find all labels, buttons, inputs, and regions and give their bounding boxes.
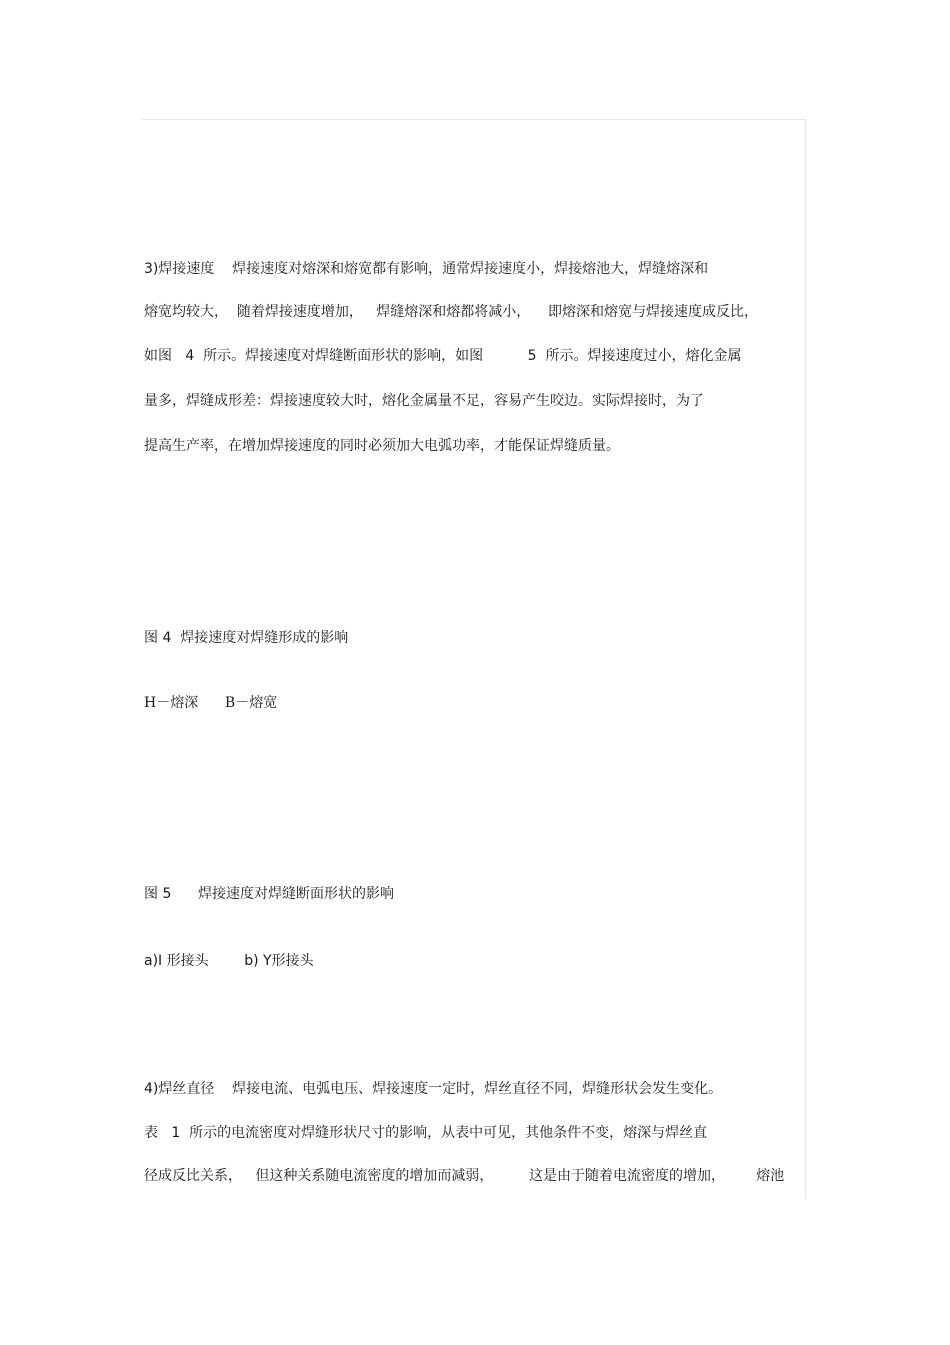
paragraph-line: 表 1 所示的电流密度对焊缝形状尺寸的影响，从表中可见，其他条件不变，熔深与焊丝直 [144, 1125, 708, 1141]
paragraph-line: 提高生产率，在增加焊接速度的同时必须加大电弧功率，才能保证焊缝质量。 [144, 438, 620, 454]
page-frame [142, 119, 806, 1199]
paragraph-line: 量多，焊缝成形差：焊接速度较大时，熔化金属量不足，容易产生咬边。实际焊接时，为了 [144, 393, 704, 409]
paragraph-line: 4)焊丝直径 焊接电流、电弧电压、焊接速度一定时，焊丝直径不同，焊缝形状会发生变化。 [144, 1081, 723, 1097]
figure-legend: a)I 形接头 b) Y形接头 [144, 953, 314, 969]
paragraph-line: 径成反比关系， 但这种关系随电流密度的增加而减弱， 这是由于随着电流密度的增加， 熔池 [144, 1168, 785, 1184]
paragraph-line: 3)焊接速度 焊接速度对熔深和熔宽都有影响，通常焊接速度小，焊接熔池大，焊缝熔深和 [144, 261, 709, 277]
figure-caption: 图 5 焊接速度对焊缝断面形状的影响 [144, 886, 395, 902]
paragraph-line: 如图 4 所示。焊接速度对焊缝断面形状的影响，如图 5 所示。焊接速度过小，熔化金属 [144, 348, 742, 364]
figure-caption: 图 4 焊接速度对焊缝形成的影响 [144, 630, 349, 646]
figure-legend: H－熔深 B－熔宽 [144, 695, 278, 711]
paragraph-line: 熔宽均较大， 随着焊接速度增加， 焊缝熔深和熔都将减小， 即熔深和熔宽与焊接速度成反比， [144, 304, 759, 320]
